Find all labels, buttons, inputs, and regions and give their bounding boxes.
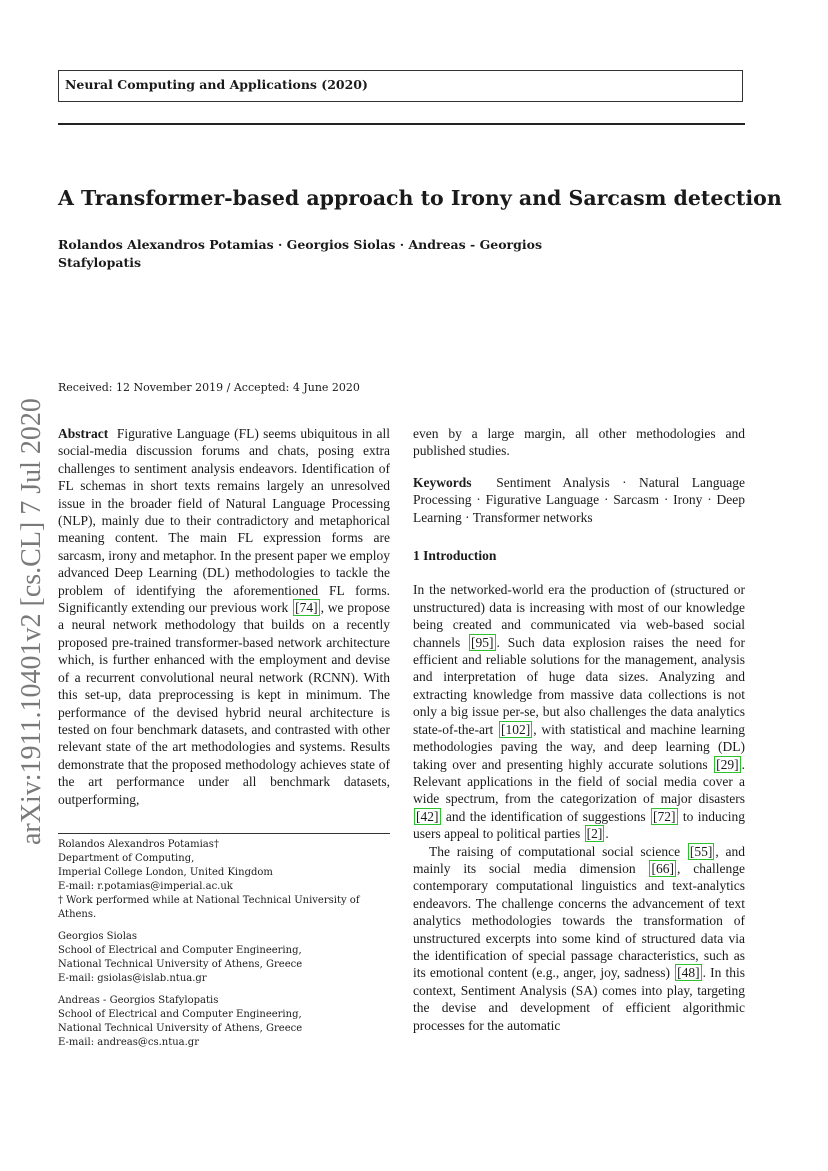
keywords-label: Keywords [413,474,472,490]
citation-link[interactable]: [72] [653,808,676,824]
intro-paragraph-2: The raising of computational social science [55] , and mainly its social media dimension [66] , challenge contemporary computational linguistics and text-analytics endeavors. The challenge concerns the advancement of text analytics methodologies towards the transformation of unstructured excerpts into some kind of structured data via the identification of special passage characteristics, such as its emotional content (e.g., anger, joy, sadness) [48] . In this context, Sentiment Analysis (SA) comes into play, targeting the devise and development of efficient algorithmic processes for the automatic [413,843,746,1033]
section-heading-introduction: 1 Introduction [413,548,497,564]
arxiv-stamp: arXiv:1911.10401v2 [cs.CL] 7 Jul 2020 [16,398,47,845]
author-affiliations [58,838,398,1058]
citation-link[interactable]: [29] [716,756,739,772]
citation-link[interactable]: [95] [471,634,494,650]
journal-header [58,70,743,102]
citation-link[interactable]: [42] [416,808,439,824]
footnote-rule [58,833,390,834]
header-rule [58,123,745,125]
authors-line-1: Rolandos Alexandros Potamias · Georgios Siolas · Andreas - Georgios [58,237,542,252]
paper-title: A Transformer-based approach to Irony and Sarcasm detection [58,186,782,210]
right-column [413,425,745,1034]
abstract-label: Abstract [58,426,109,441]
citation-link[interactable]: [55] [689,843,713,859]
citation-link[interactable]: [2] [586,826,603,842]
received-date: Received: 12 November 2019 / Accepted: 4 June 2020 [58,381,360,394]
citation-link[interactable]: [102] [501,721,531,737]
affiliation-stafylopatis: Andreas - Georgios Stafylopatis School of Electrical and Computer Engineering, National Technical University of Athens, Greece E-mail: andreas@cs.ntua.gr [58,995,303,1048]
journal-name: Neural Computing and Applications (2020) [65,77,368,92]
citation-link[interactable]: [48] [677,965,700,981]
keywords: Keywords Sentiment Analysis · Natural Language Processing · Figurative Language · Sarcasm · Irony · Deep Learning · Transformer networks [413,474,746,525]
citation-link[interactable]: [66] [651,860,674,876]
citation-link[interactable]: [74] [295,600,318,616]
left-column [58,425,390,808]
authors-line-2: Stafylopatis [58,255,142,270]
intro-paragraph-1: In the networked-world era the production of (structured or unstructured) data is increasing with most of our knowledge being created and communicated via web-based social channels [95] . Such data explosion raises the need for efficient and reliable solutions for the management, analysis and interpretation of huge data sizes. Analyzing and extracting knowledge from massive data collections is not only a big issue per-se, but also challenges the data analytics state-of-the-art [102] , with statistical and machine learning methodologies paving the way, and deep learning (DL) taking over and presenting highly accurate solutions [29] . Relevant applications in the field of social media cover a wide spectrum, from the categorization of major disasters [42] and the identification of suggestions [72] to inducing users appeal to political parties [2] . [413,582,746,842]
affiliation-siolas: Georgios Siolas School of Electrical and Computer Engineering, National Technical University of Athens, Greece E-mail: gsiolas@islab.ntua.gr [58,931,303,984]
abstract-continued: even by a large margin, all other methodologies and published studies. [413,426,745,459]
abstract: Abstract Figurative Language (FL) seems ubiquitous in all social-media discussion forums and chats, posing extra challenges to sentiment analysis endeavors. Identification of FL schemas in short texts remains largely an unresolved issue in the broader field of Natural Language Processing (NLP), mainly due to their contradictory and metaphorical meaning content. The main FL expression forms are sarcasm, irony and metaphor. In the present paper we employ advanced Deep Learning (DL) methodologies to tackle the problem of identifying the aforementioned FL forms. Significantly extending our previous work [74] , we propose a neural network methodology that builds on a recently proposed pre-trained transformer-based network architecture which, is further enhanced with the employment and devise of a recurrent convolutional neural network (RCNN). With this set-up, data preprocessing is kept in minimum. The performance of the devised hybrid neural architecture is tested on four benchmark datasets, and contrasted with other relevant state of the art methodologies and systems. Results demonstrate that the proposed methodology achieves state of the art performance under all benchmark datasets, outperforming, [58,426,391,807]
author-list [58,236,748,272]
affiliation-potamias: Rolandos Alexandros Potamias† Department of Computing, Imperial College London, United Kingdom E-mail: r.potamias@imperial.ac.uk † Work performed while at National Technical University of Athens. [58,839,360,920]
